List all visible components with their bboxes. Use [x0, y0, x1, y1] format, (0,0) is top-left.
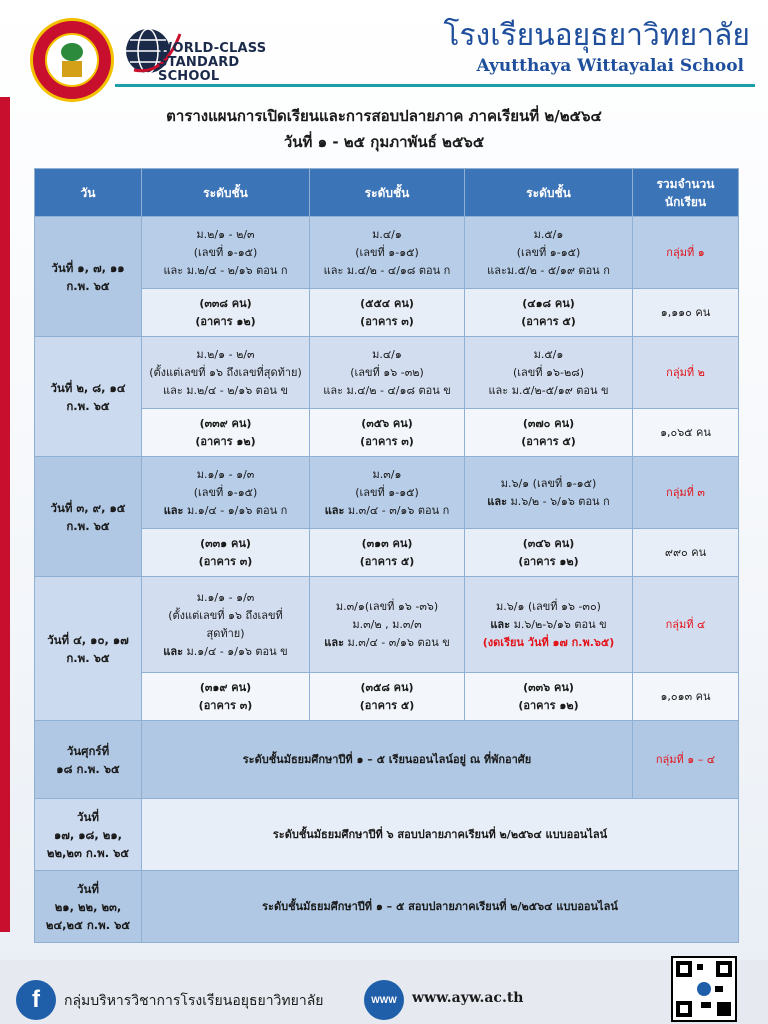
- class-line: ม.๓/๑: [372, 467, 402, 481]
- class-line: [145, 643, 306, 661]
- class-line: [313, 502, 461, 520]
- qr-module: [715, 986, 723, 992]
- website-icon[interactable]: WWW: [364, 980, 404, 1020]
- class-cell: [142, 337, 310, 409]
- page-subtitle: วันที่ ๑ - ๒๕ กุมภาพันธ์ ๒๕๖๕: [283, 133, 485, 151]
- qr-finder: [676, 1001, 692, 1017]
- day-line: ๒๒,๒๓ ก.พ. ๖๕: [46, 845, 130, 860]
- total-count: ๑,๑๑๐ คน: [633, 289, 739, 337]
- day-cell: [35, 871, 142, 943]
- class-cell: [465, 337, 633, 409]
- count-cell: [310, 673, 465, 721]
- header-total: [633, 169, 739, 217]
- class-line: สุดท้าย): [206, 626, 245, 640]
- class-range: ม.๓/๔ - ๓/๑๖ ตอน ข: [344, 635, 450, 649]
- qr-module: [697, 964, 703, 970]
- class-cell: [310, 577, 465, 673]
- building: (อาคาร ๑๒): [518, 698, 579, 712]
- class-line: ม.๒/๑ - ๒/๓: [196, 227, 255, 241]
- exam-note-m6: ระดับชั้นมัธยมศึกษาปีที่ ๖ สอบปลายภาคเรียนที่ ๒/๒๕๖๔ แบบออนไลน์: [142, 799, 739, 871]
- header-day: วัน: [35, 169, 142, 217]
- building: (อาคาร ๓): [360, 434, 414, 448]
- class-line: ม.๓/๑(เลขที่ ๑๖ -๓๖): [335, 599, 439, 613]
- table-row: [35, 337, 739, 409]
- building: (อาคาร ๕): [359, 698, 415, 712]
- qr-module: [701, 1002, 711, 1008]
- student-count: (๓๓๑ คน): [200, 536, 251, 550]
- table-row: [35, 457, 739, 529]
- day-line: วันที่: [77, 809, 99, 824]
- schedule-table: [34, 168, 739, 943]
- day-line: ๒๔,๒๕ ก.พ. ๖๕: [45, 917, 131, 932]
- day-cell: [35, 721, 142, 799]
- class-line: [468, 493, 629, 511]
- class-range: ม.๑/๔ - ๑/๑๖ ตอน ข: [183, 644, 288, 658]
- day-cell: [35, 799, 142, 871]
- class-range: ม.๑/๔ - ๑/๑๖ ตอน ก: [183, 503, 288, 517]
- class-cell: [310, 217, 465, 289]
- total-count: ๙๙๐ คน: [633, 529, 739, 577]
- day-line: วันที่ ๒, ๘, ๑๔: [50, 380, 126, 395]
- class-cell: [142, 577, 310, 673]
- class-line: และ ม.๕/๒-๕/๑๙ ตอน ข: [488, 383, 609, 397]
- class-line: และ ม.๒/๔ - ๒/๑๖ ตอน ก: [163, 263, 288, 277]
- class-line: (เลขที่ ๑-๑๕): [355, 485, 419, 499]
- building: (อาคาร ๑๒): [195, 434, 256, 448]
- day-line: วันศุกร์ที่: [66, 743, 110, 758]
- page-title: ตารางแผนการเปิดเรียนและการสอบปลายภาค ภาคเรียนที่ ๒/๒๕๖๔: [166, 107, 602, 125]
- day-line: ๒๑, ๒๒, ๒๓,: [54, 899, 122, 914]
- class-line: ม.๕/๑: [533, 227, 564, 241]
- header-total-line2: นักเรียน: [664, 194, 707, 209]
- count-cell: [142, 409, 310, 457]
- class-line: ม.๕/๑: [533, 347, 564, 361]
- student-count: (๔๑๘ คน): [522, 296, 575, 310]
- count-cell: [465, 529, 633, 577]
- student-count: (๓๓๘ คน): [199, 296, 252, 310]
- day-line: วันที่ ๔, ๑๐, ๑๗: [47, 632, 129, 647]
- class-line: ม.๖/๑ (เลขที่ ๑-๑๕): [500, 476, 597, 490]
- day-line: ก.พ. ๖๕: [66, 518, 110, 533]
- building: (อาคาร ๓): [360, 314, 414, 328]
- class-line: ม.๓/๒ , ม.๓/๓: [352, 617, 422, 631]
- student-count: (๓๓๙ คน): [199, 416, 252, 430]
- world-class-line2: STANDARD SCHOOL: [158, 55, 240, 84]
- class-line: [468, 616, 629, 634]
- qr-code-icon[interactable]: [671, 956, 737, 1022]
- online-study-note: ระดับชั้นมัธยมศึกษาปีที่ ๑ – ๕ เรียนออนไลน์อยู่ ณ ที่พักอาศัย: [142, 721, 633, 799]
- group-label: กลุ่มที่ ๓: [633, 457, 739, 529]
- total-count: ๑,๐๖๕ คน: [633, 409, 739, 457]
- class-line: ม.๔/๑: [372, 347, 402, 361]
- class-line: (เลขที่ ๑-๑๕): [355, 245, 419, 259]
- count-cell: [142, 673, 310, 721]
- count-cell: [310, 289, 465, 337]
- day-line: วันที่ ๑, ๗, ๑๑: [51, 260, 125, 275]
- class-cell: [310, 337, 465, 409]
- student-count: (๓๔๖ คน): [522, 536, 575, 550]
- class-line: (ตั้งแต่เลขที่ ๑๖ ถึงเลขที่: [168, 608, 283, 622]
- day-cell: [35, 217, 142, 337]
- header-level-3: ระดับชั้น: [465, 169, 633, 217]
- count-cell: [465, 673, 633, 721]
- seal-inner: [45, 33, 99, 87]
- class-line: ม.๑/๑ - ๑/๓: [196, 590, 255, 604]
- table-row: [35, 721, 739, 799]
- group-label: กลุ่มที่ ๑: [633, 217, 739, 289]
- class-line: [145, 502, 306, 520]
- day-line: ๑๘ ก.พ. ๖๕: [56, 761, 120, 776]
- class-line: ม.๑/๑ - ๑/๓: [196, 467, 255, 481]
- table-row: [35, 577, 739, 673]
- group-label: กลุ่มที่ ๑ – ๔: [633, 721, 739, 799]
- and-word: และ: [487, 494, 507, 508]
- world-class-logo-text: [158, 42, 288, 84]
- class-line: ม.๖/๑ (เลขที่ ๑๖ -๓๐): [496, 599, 601, 613]
- class-cell: [465, 457, 633, 529]
- class-line: (เลขที่ ๑-๑๕): [193, 485, 258, 499]
- table-row: [35, 799, 739, 871]
- and-word: และ: [324, 503, 345, 517]
- student-count: (๓๕๖ คน): [361, 416, 413, 430]
- cancel-note: (งดเรียน วันที่ ๑๗ ก.พ.๖๕): [482, 635, 615, 649]
- qr-finder: [716, 961, 732, 977]
- class-range: ม.๖/๒ - ๖/๑๖ ตอน ก: [507, 494, 610, 508]
- class-line: (เลขที่ ๑-๑๕): [193, 245, 258, 259]
- class-line: (เลขที่ ๑๖ -๓๒): [350, 365, 424, 379]
- building: (อาคาร ๕): [521, 314, 576, 328]
- count-cell: [310, 409, 465, 457]
- and-word: และ: [163, 644, 184, 658]
- class-cell: [310, 457, 465, 529]
- day-line: ๑๗, ๑๘, ๒๑,: [53, 827, 123, 842]
- day-line: ก.พ. ๖๕: [66, 650, 110, 665]
- class-line: (เลขที่ ๑๖-๒๘): [512, 365, 585, 379]
- and-word: และ: [163, 503, 184, 517]
- side-accent-bar: [0, 97, 10, 932]
- class-line: และ ม.๔/๒ - ๔/๑๘ ตอน ก: [323, 263, 451, 277]
- class-line: และม.๕/๒ - ๕/๑๙ ตอน ก: [487, 263, 610, 277]
- qr-module: [717, 1002, 731, 1016]
- table-row: [35, 871, 739, 943]
- school-name-english: Ayutthaya Wittayalai School: [476, 56, 744, 76]
- day-cell: [35, 337, 142, 457]
- class-line: ม.๔/๑: [372, 227, 402, 241]
- student-count: (๓๑๙ คน): [199, 680, 252, 694]
- facebook-icon[interactable]: f: [16, 980, 56, 1020]
- day-line: ก.พ. ๖๕: [66, 278, 110, 293]
- header-total-line1: รวมจำนวน: [656, 176, 715, 191]
- class-cell: [142, 217, 310, 289]
- class-line: และ ม.๔/๒ - ๔/๑๘ ตอน ข: [323, 383, 451, 397]
- count-cell: [142, 289, 310, 337]
- class-cell: [465, 577, 633, 673]
- building: (อาคาร ๕): [521, 434, 576, 448]
- school-seal-icon: [30, 18, 114, 102]
- student-count: (๓๕๘ คน): [360, 680, 414, 694]
- group-label: กลุ่มที่ ๒: [633, 337, 739, 409]
- class-line: (เลขที่ ๑-๑๕): [516, 245, 581, 259]
- class-line: และ ม.๒/๔ - ๒/๑๖ ตอน ข: [163, 383, 288, 397]
- building: (อาคาร ๓): [198, 554, 253, 568]
- header-level-2: ระดับชั้น: [310, 169, 465, 217]
- header-level-1: ระดับชั้น: [142, 169, 310, 217]
- group-label: กลุ่มที่ ๔: [633, 577, 739, 673]
- and-word: และ: [324, 635, 344, 649]
- header-divider: [115, 84, 755, 87]
- class-cell: [142, 457, 310, 529]
- count-cell: [465, 289, 633, 337]
- table-header-row: [35, 169, 739, 217]
- day-cell: [35, 577, 142, 721]
- building: (อาคาร ๓): [198, 698, 253, 712]
- student-count: (๓๑๓ คน): [361, 536, 413, 550]
- world-class-line1: WORLD-CLASS: [158, 41, 267, 56]
- day-line: ก.พ. ๖๕: [66, 398, 110, 413]
- class-cell: [465, 217, 633, 289]
- student-count: (๕๕๔ คน): [360, 296, 414, 310]
- class-line: (ตั้งแต่เลขที่ ๑๖ ถึงเลขที่สุดท้าย): [149, 365, 302, 379]
- and-word: และ: [490, 617, 511, 631]
- pavilion-icon: [62, 61, 82, 77]
- facebook-page-link[interactable]: กลุ่มบริหารวิชาการโรงเรียนอยุธยาวิทยาลัย: [64, 993, 324, 1009]
- day-cell: [35, 457, 142, 577]
- website-link[interactable]: www.ayw.ac.th: [412, 990, 524, 1006]
- student-count: (๓๗๐ คน): [522, 416, 575, 430]
- class-line: ม.๒/๑ - ๒/๓: [196, 347, 255, 361]
- school-name-thai: โรงเรียนอยุธยาวิทยาลัย: [443, 18, 750, 53]
- count-cell: [310, 529, 465, 577]
- building: (อาคาร ๕): [359, 554, 415, 568]
- class-range: ม.๓/๔ - ๓/๑๖ ตอน ก: [344, 503, 450, 517]
- qr-finder: [676, 961, 692, 977]
- qr-center-logo: [697, 982, 711, 996]
- count-cell: [465, 409, 633, 457]
- student-count: (๓๓๖ คน): [523, 680, 574, 694]
- building: (อาคาร ๑๒): [518, 554, 579, 568]
- day-line: วันที่: [77, 881, 99, 896]
- class-line: [313, 634, 461, 652]
- exam-note-m1-5: ระดับชั้นมัธยมศึกษาปีที่ ๑ – ๕ สอบปลายภาคเรียนที่ ๒/๒๕๖๔ แบบออนไลน์: [142, 871, 739, 943]
- total-count: ๑,๐๑๓ คน: [633, 673, 739, 721]
- building: (อาคาร ๑๒): [195, 314, 256, 328]
- class-range: ม.๖/๒-๖/๑๖ ตอน ข: [510, 617, 607, 631]
- table-row: [35, 217, 739, 289]
- count-cell: [142, 529, 310, 577]
- tree-icon: [61, 43, 83, 61]
- day-line: วันที่ ๓, ๙, ๑๕: [50, 500, 126, 515]
